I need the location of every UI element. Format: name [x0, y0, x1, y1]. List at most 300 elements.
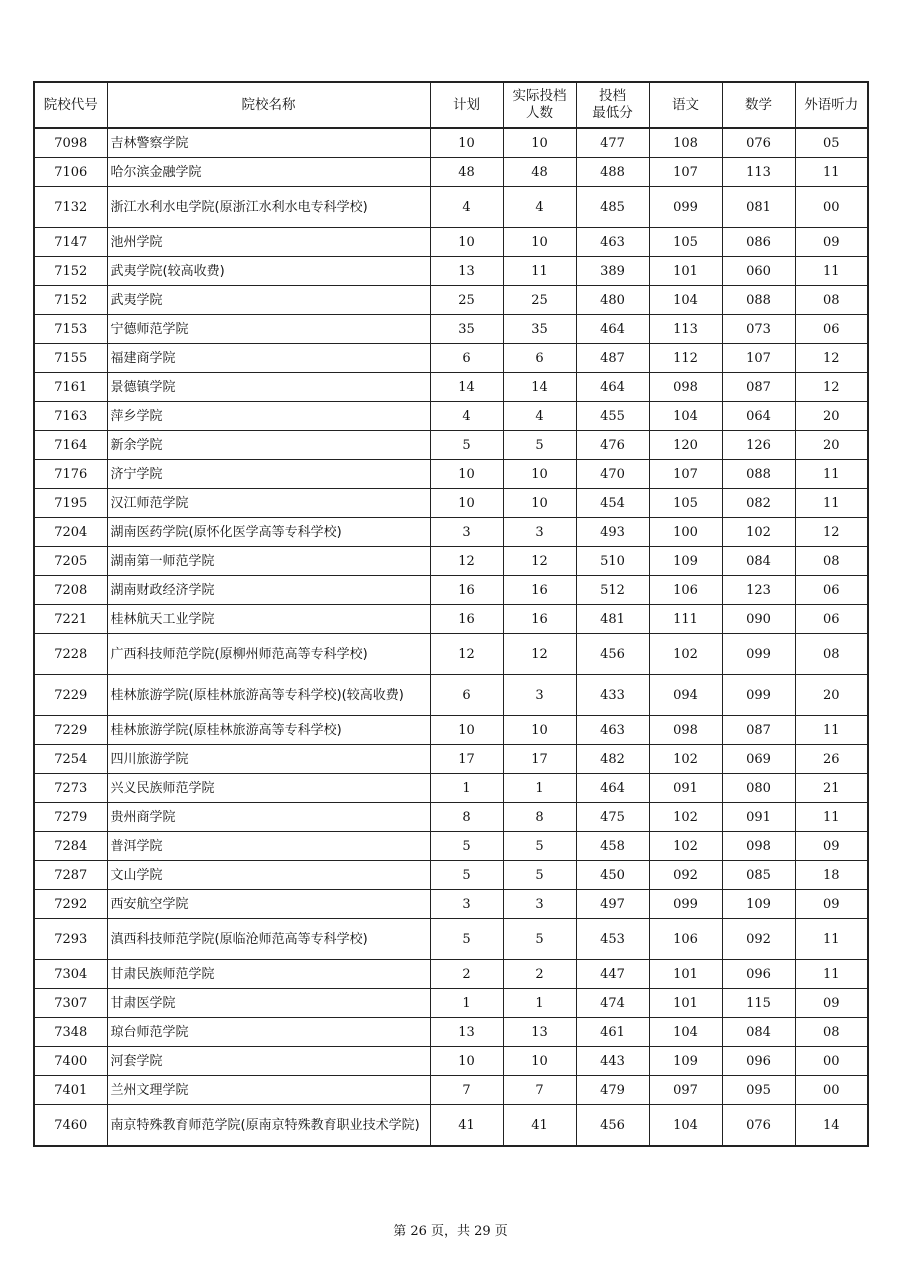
cell-min: 458: [576, 832, 649, 861]
cell-listening: 08: [795, 1018, 868, 1047]
cell-code: 7205: [34, 547, 107, 576]
cell-plan: 12: [430, 547, 503, 576]
cell-listening: 12: [795, 373, 868, 402]
table-row: [34, 960, 868, 989]
cell-min: 474: [576, 989, 649, 1018]
cell-listening: 11: [795, 257, 868, 286]
cell-listening: 05: [795, 128, 868, 158]
header-row: [34, 82, 868, 128]
cell-chinese: 102: [649, 634, 722, 675]
cell-math: 084: [722, 547, 795, 576]
cell-min: 463: [576, 228, 649, 257]
cell-min: 480: [576, 286, 649, 315]
cell-name: 河套学院: [107, 1047, 430, 1076]
cell-math: 099: [722, 634, 795, 675]
cell-code: 7348: [34, 1018, 107, 1047]
cell-min: 510: [576, 547, 649, 576]
cell-name: 甘肃医学院: [107, 989, 430, 1018]
cell-chinese: 108: [649, 128, 722, 158]
cell-plan: 6: [430, 675, 503, 716]
header-code: 院校代号: [34, 82, 107, 128]
cell-math: 107: [722, 344, 795, 373]
table-row: [34, 675, 868, 716]
cell-plan: 17: [430, 745, 503, 774]
cell-listening: 18: [795, 861, 868, 890]
cell-plan: 14: [430, 373, 503, 402]
table-row: [34, 460, 868, 489]
cell-math: 102: [722, 518, 795, 547]
cell-listening: 11: [795, 803, 868, 832]
cell-actual: 3: [503, 675, 576, 716]
cell-min: 454: [576, 489, 649, 518]
cell-math: 098: [722, 832, 795, 861]
cell-code: 7293: [34, 919, 107, 960]
cell-name: 广西科技师范学院(原柳州师范高等专科学校): [107, 634, 430, 675]
cell-plan: 6: [430, 344, 503, 373]
cell-min: 464: [576, 315, 649, 344]
table-row: [34, 344, 868, 373]
table-row: [34, 518, 868, 547]
table-row: [34, 745, 868, 774]
cell-actual: 8: [503, 803, 576, 832]
cell-listening: 11: [795, 919, 868, 960]
cell-actual: 1: [503, 774, 576, 803]
cell-chinese: 105: [649, 228, 722, 257]
cell-plan: 1: [430, 774, 503, 803]
cell-plan: 4: [430, 187, 503, 228]
cell-min: 488: [576, 158, 649, 187]
cell-actual: 10: [503, 460, 576, 489]
cell-name: 西安航空学院: [107, 890, 430, 919]
cell-actual: 6: [503, 344, 576, 373]
cell-code: 7098: [34, 128, 107, 158]
table-row: [34, 315, 868, 344]
cell-code: 7106: [34, 158, 107, 187]
cell-chinese: 120: [649, 431, 722, 460]
cell-code: 7400: [34, 1047, 107, 1076]
cell-plan: 25: [430, 286, 503, 315]
cell-listening: 09: [795, 890, 868, 919]
cell-plan: 8: [430, 803, 503, 832]
table-row: [34, 128, 868, 158]
cell-actual: 1: [503, 989, 576, 1018]
cell-code: 7287: [34, 861, 107, 890]
cell-name: 宁德师范学院: [107, 315, 430, 344]
table-row: [34, 286, 868, 315]
cell-listening: 06: [795, 315, 868, 344]
cell-actual: 7: [503, 1076, 576, 1105]
cell-min: 455: [576, 402, 649, 431]
cell-plan: 10: [430, 1047, 503, 1076]
cell-code: 7460: [34, 1105, 107, 1147]
cell-listening: 11: [795, 158, 868, 187]
cell-chinese: 098: [649, 373, 722, 402]
cell-actual: 10: [503, 1047, 576, 1076]
cell-plan: 10: [430, 128, 503, 158]
cell-name: 浙江水利水电学院(原浙江水利水电专科学校): [107, 187, 430, 228]
cell-plan: 2: [430, 960, 503, 989]
cell-actual: 41: [503, 1105, 576, 1147]
page-number: 第 26 页，共 29 页: [393, 1224, 508, 1239]
cell-listening: 14: [795, 1105, 868, 1147]
header-chinese: 语文: [649, 82, 722, 128]
cell-chinese: 099: [649, 890, 722, 919]
cell-name: 湖南财政经济学院: [107, 576, 430, 605]
cell-min: 477: [576, 128, 649, 158]
cell-code: 7164: [34, 431, 107, 460]
table-row: [34, 919, 868, 960]
cell-min: 479: [576, 1076, 649, 1105]
cell-min: 482: [576, 745, 649, 774]
header-actual: [503, 82, 576, 128]
cell-name: 景德镇学院: [107, 373, 430, 402]
cell-actual: 10: [503, 128, 576, 158]
cell-plan: 10: [430, 228, 503, 257]
cell-actual: 13: [503, 1018, 576, 1047]
cell-listening: 11: [795, 716, 868, 745]
cell-listening: 12: [795, 518, 868, 547]
cell-listening: 11: [795, 960, 868, 989]
cell-code: 7195: [34, 489, 107, 518]
cell-min: 456: [576, 634, 649, 675]
cell-chinese: 102: [649, 745, 722, 774]
cell-min: 464: [576, 373, 649, 402]
header-plan: 计划: [430, 82, 503, 128]
cell-listening: 08: [795, 547, 868, 576]
cell-code: 7229: [34, 675, 107, 716]
cell-listening: 09: [795, 832, 868, 861]
cell-listening: 00: [795, 1076, 868, 1105]
cell-name: 甘肃民族师范学院: [107, 960, 430, 989]
cell-name: 普洱学院: [107, 832, 430, 861]
cell-chinese: 113: [649, 315, 722, 344]
cell-name: 武夷学院: [107, 286, 430, 315]
cell-code: 7204: [34, 518, 107, 547]
table-row: [34, 431, 868, 460]
cell-plan: 10: [430, 460, 503, 489]
cell-code: 7132: [34, 187, 107, 228]
cell-code: 7229: [34, 716, 107, 745]
header-actual-line2: 人数: [526, 105, 553, 121]
cell-math: 092: [722, 919, 795, 960]
cell-math: 091: [722, 803, 795, 832]
cell-code: 7161: [34, 373, 107, 402]
cell-min: 493: [576, 518, 649, 547]
cell-math: 087: [722, 373, 795, 402]
cell-math: 080: [722, 774, 795, 803]
cell-plan: 10: [430, 716, 503, 745]
cell-listening: 08: [795, 286, 868, 315]
cell-code: 7152: [34, 286, 107, 315]
cell-name: 桂林旅游学院(原桂林旅游高等专科学校): [107, 716, 430, 745]
cell-math: 069: [722, 745, 795, 774]
cell-math: 113: [722, 158, 795, 187]
cell-math: 060: [722, 257, 795, 286]
cell-listening: 08: [795, 634, 868, 675]
cell-chinese: 105: [649, 489, 722, 518]
table-row: [34, 716, 868, 745]
cell-chinese: 111: [649, 605, 722, 634]
cell-name: 桂林旅游学院(原桂林旅游高等专科学校)(较高收费): [107, 675, 430, 716]
cell-math: 090: [722, 605, 795, 634]
cell-math: 076: [722, 1105, 795, 1147]
cell-chinese: 101: [649, 960, 722, 989]
cell-listening: 06: [795, 576, 868, 605]
cell-min: 512: [576, 576, 649, 605]
cell-math: 064: [722, 402, 795, 431]
cell-min: 470: [576, 460, 649, 489]
cell-listening: 20: [795, 402, 868, 431]
cell-min: 433: [576, 675, 649, 716]
cell-code: 7147: [34, 228, 107, 257]
table-row: [34, 489, 868, 518]
cell-min: 463: [576, 716, 649, 745]
header-min-line2: 最低分: [592, 105, 633, 121]
cell-listening: 21: [795, 774, 868, 803]
cell-listening: 11: [795, 460, 868, 489]
cell-actual: 12: [503, 547, 576, 576]
cell-plan: 3: [430, 518, 503, 547]
cell-name: 兴义民族师范学院: [107, 774, 430, 803]
cell-math: 076: [722, 128, 795, 158]
cell-actual: 10: [503, 716, 576, 745]
table-row: [34, 890, 868, 919]
cell-chinese: 104: [649, 1105, 722, 1147]
cell-math: 096: [722, 1047, 795, 1076]
cell-code: 7152: [34, 257, 107, 286]
cell-actual: 16: [503, 605, 576, 634]
cell-actual: 5: [503, 431, 576, 460]
cell-min: 475: [576, 803, 649, 832]
cell-listening: 20: [795, 431, 868, 460]
cell-name: 贵州商学院: [107, 803, 430, 832]
cell-code: 7228: [34, 634, 107, 675]
cell-math: 088: [722, 286, 795, 315]
cell-plan: 12: [430, 634, 503, 675]
table-row: [34, 187, 868, 228]
cell-code: 7221: [34, 605, 107, 634]
cell-math: 115: [722, 989, 795, 1018]
cell-min: 447: [576, 960, 649, 989]
cell-math: 099: [722, 675, 795, 716]
cell-min: 497: [576, 890, 649, 919]
cell-listening: 09: [795, 228, 868, 257]
header-min-line1: 投档: [599, 88, 626, 104]
cell-actual: 35: [503, 315, 576, 344]
cell-min: 485: [576, 187, 649, 228]
cell-name: 福建商学院: [107, 344, 430, 373]
table-row: [34, 774, 868, 803]
cell-actual: 11: [503, 257, 576, 286]
cell-code: 7176: [34, 460, 107, 489]
cell-plan: 7: [430, 1076, 503, 1105]
cell-math: 081: [722, 187, 795, 228]
cell-plan: 5: [430, 861, 503, 890]
table-row: [34, 989, 868, 1018]
cell-actual: 5: [503, 861, 576, 890]
cell-code: 7153: [34, 315, 107, 344]
cell-name: 桂林航天工业学院: [107, 605, 430, 634]
cell-chinese: 104: [649, 286, 722, 315]
cell-name: 济宁学院: [107, 460, 430, 489]
cell-code: 7292: [34, 890, 107, 919]
cell-math: 096: [722, 960, 795, 989]
cell-chinese: 102: [649, 832, 722, 861]
cell-name: 池州学院: [107, 228, 430, 257]
cell-actual: 5: [503, 919, 576, 960]
header-name: 院校名称: [107, 82, 430, 128]
cell-min: 487: [576, 344, 649, 373]
cell-chinese: 092: [649, 861, 722, 890]
cell-actual: 48: [503, 158, 576, 187]
header-min-score: [576, 82, 649, 128]
cell-plan: 16: [430, 605, 503, 634]
cell-name: 文山学院: [107, 861, 430, 890]
cell-code: 7401: [34, 1076, 107, 1105]
cell-chinese: 098: [649, 716, 722, 745]
cell-code: 7304: [34, 960, 107, 989]
cell-math: 073: [722, 315, 795, 344]
cell-min: 464: [576, 774, 649, 803]
cell-plan: 41: [430, 1105, 503, 1147]
cell-min: 456: [576, 1105, 649, 1147]
table-row: [34, 1047, 868, 1076]
cell-plan: 5: [430, 919, 503, 960]
table-row: [34, 158, 868, 187]
cell-plan: 13: [430, 1018, 503, 1047]
cell-plan: 48: [430, 158, 503, 187]
cell-name: 四川旅游学院: [107, 745, 430, 774]
cell-chinese: 099: [649, 187, 722, 228]
cell-listening: 11: [795, 489, 868, 518]
cell-listening: 06: [795, 605, 868, 634]
table-row: [34, 257, 868, 286]
cell-math: 088: [722, 460, 795, 489]
cell-code: 7273: [34, 774, 107, 803]
cell-math: 109: [722, 890, 795, 919]
cell-listening: 20: [795, 675, 868, 716]
table-row: [34, 605, 868, 634]
cell-min: 476: [576, 431, 649, 460]
cell-actual: 25: [503, 286, 576, 315]
cell-math: 085: [722, 861, 795, 890]
cell-listening: 00: [795, 1047, 868, 1076]
cell-code: 7279: [34, 803, 107, 832]
cell-actual: 4: [503, 402, 576, 431]
table-row: [34, 634, 868, 675]
table-row: [34, 373, 868, 402]
cell-chinese: 100: [649, 518, 722, 547]
table-body: [34, 128, 868, 1146]
cell-name: 哈尔滨金融学院: [107, 158, 430, 187]
cell-actual: 17: [503, 745, 576, 774]
cell-plan: 5: [430, 431, 503, 460]
cell-actual: 10: [503, 489, 576, 518]
header-listening: 外语听力: [795, 82, 868, 128]
cell-code: 7254: [34, 745, 107, 774]
cell-chinese: 107: [649, 158, 722, 187]
cell-chinese: 104: [649, 402, 722, 431]
cell-math: 095: [722, 1076, 795, 1105]
cell-actual: 3: [503, 890, 576, 919]
cell-actual: 10: [503, 228, 576, 257]
cell-min: 450: [576, 861, 649, 890]
table-row: [34, 547, 868, 576]
cell-chinese: 107: [649, 460, 722, 489]
table-row: [34, 1105, 868, 1147]
cell-plan: 13: [430, 257, 503, 286]
cell-chinese: 112: [649, 344, 722, 373]
table-row: [34, 1018, 868, 1047]
cell-chinese: 104: [649, 1018, 722, 1047]
cell-name: 新余学院: [107, 431, 430, 460]
cell-code: 7163: [34, 402, 107, 431]
cell-name: 武夷学院(较高收费): [107, 257, 430, 286]
cell-math: 086: [722, 228, 795, 257]
cell-chinese: 109: [649, 1047, 722, 1076]
cell-plan: 1: [430, 989, 503, 1018]
cell-chinese: 101: [649, 257, 722, 286]
cell-name: 滇西科技师范学院(原临沧师范高等专科学校): [107, 919, 430, 960]
cell-code: 7307: [34, 989, 107, 1018]
cell-code: 7284: [34, 832, 107, 861]
cell-name: 湖南医药学院(原怀化医学高等专科学校): [107, 518, 430, 547]
cell-listening: 09: [795, 989, 868, 1018]
cell-math: 082: [722, 489, 795, 518]
cell-plan: 35: [430, 315, 503, 344]
cell-chinese: 106: [649, 576, 722, 605]
cell-name: 萍乡学院: [107, 402, 430, 431]
cell-math: 123: [722, 576, 795, 605]
cell-actual: 16: [503, 576, 576, 605]
cell-chinese: 102: [649, 803, 722, 832]
cell-min: 453: [576, 919, 649, 960]
cell-listening: 00: [795, 187, 868, 228]
cell-plan: 4: [430, 402, 503, 431]
cell-chinese: 091: [649, 774, 722, 803]
cell-min: 389: [576, 257, 649, 286]
table-row: [34, 576, 868, 605]
table-row: [34, 803, 868, 832]
cell-actual: 14: [503, 373, 576, 402]
cell-name: 琼台师范学院: [107, 1018, 430, 1047]
cell-code: 7155: [34, 344, 107, 373]
cell-actual: 3: [503, 518, 576, 547]
table-row: [34, 228, 868, 257]
cell-actual: 4: [503, 187, 576, 228]
table-row: [34, 1076, 868, 1105]
cell-name: 汉江师范学院: [107, 489, 430, 518]
cell-name: 兰州文理学院: [107, 1076, 430, 1105]
cell-plan: 3: [430, 890, 503, 919]
cell-name: 吉林警察学院: [107, 128, 430, 158]
cell-chinese: 109: [649, 547, 722, 576]
cell-chinese: 106: [649, 919, 722, 960]
cell-code: 7208: [34, 576, 107, 605]
header-actual-line1: 实际投档: [512, 88, 567, 104]
header-math: 数学: [722, 82, 795, 128]
cell-actual: 5: [503, 832, 576, 861]
table-row: [34, 861, 868, 890]
cell-actual: 2: [503, 960, 576, 989]
cell-listening: 12: [795, 344, 868, 373]
cell-chinese: 094: [649, 675, 722, 716]
cell-min: 443: [576, 1047, 649, 1076]
cell-math: 087: [722, 716, 795, 745]
cell-plan: 5: [430, 832, 503, 861]
cell-min: 481: [576, 605, 649, 634]
cell-min: 461: [576, 1018, 649, 1047]
